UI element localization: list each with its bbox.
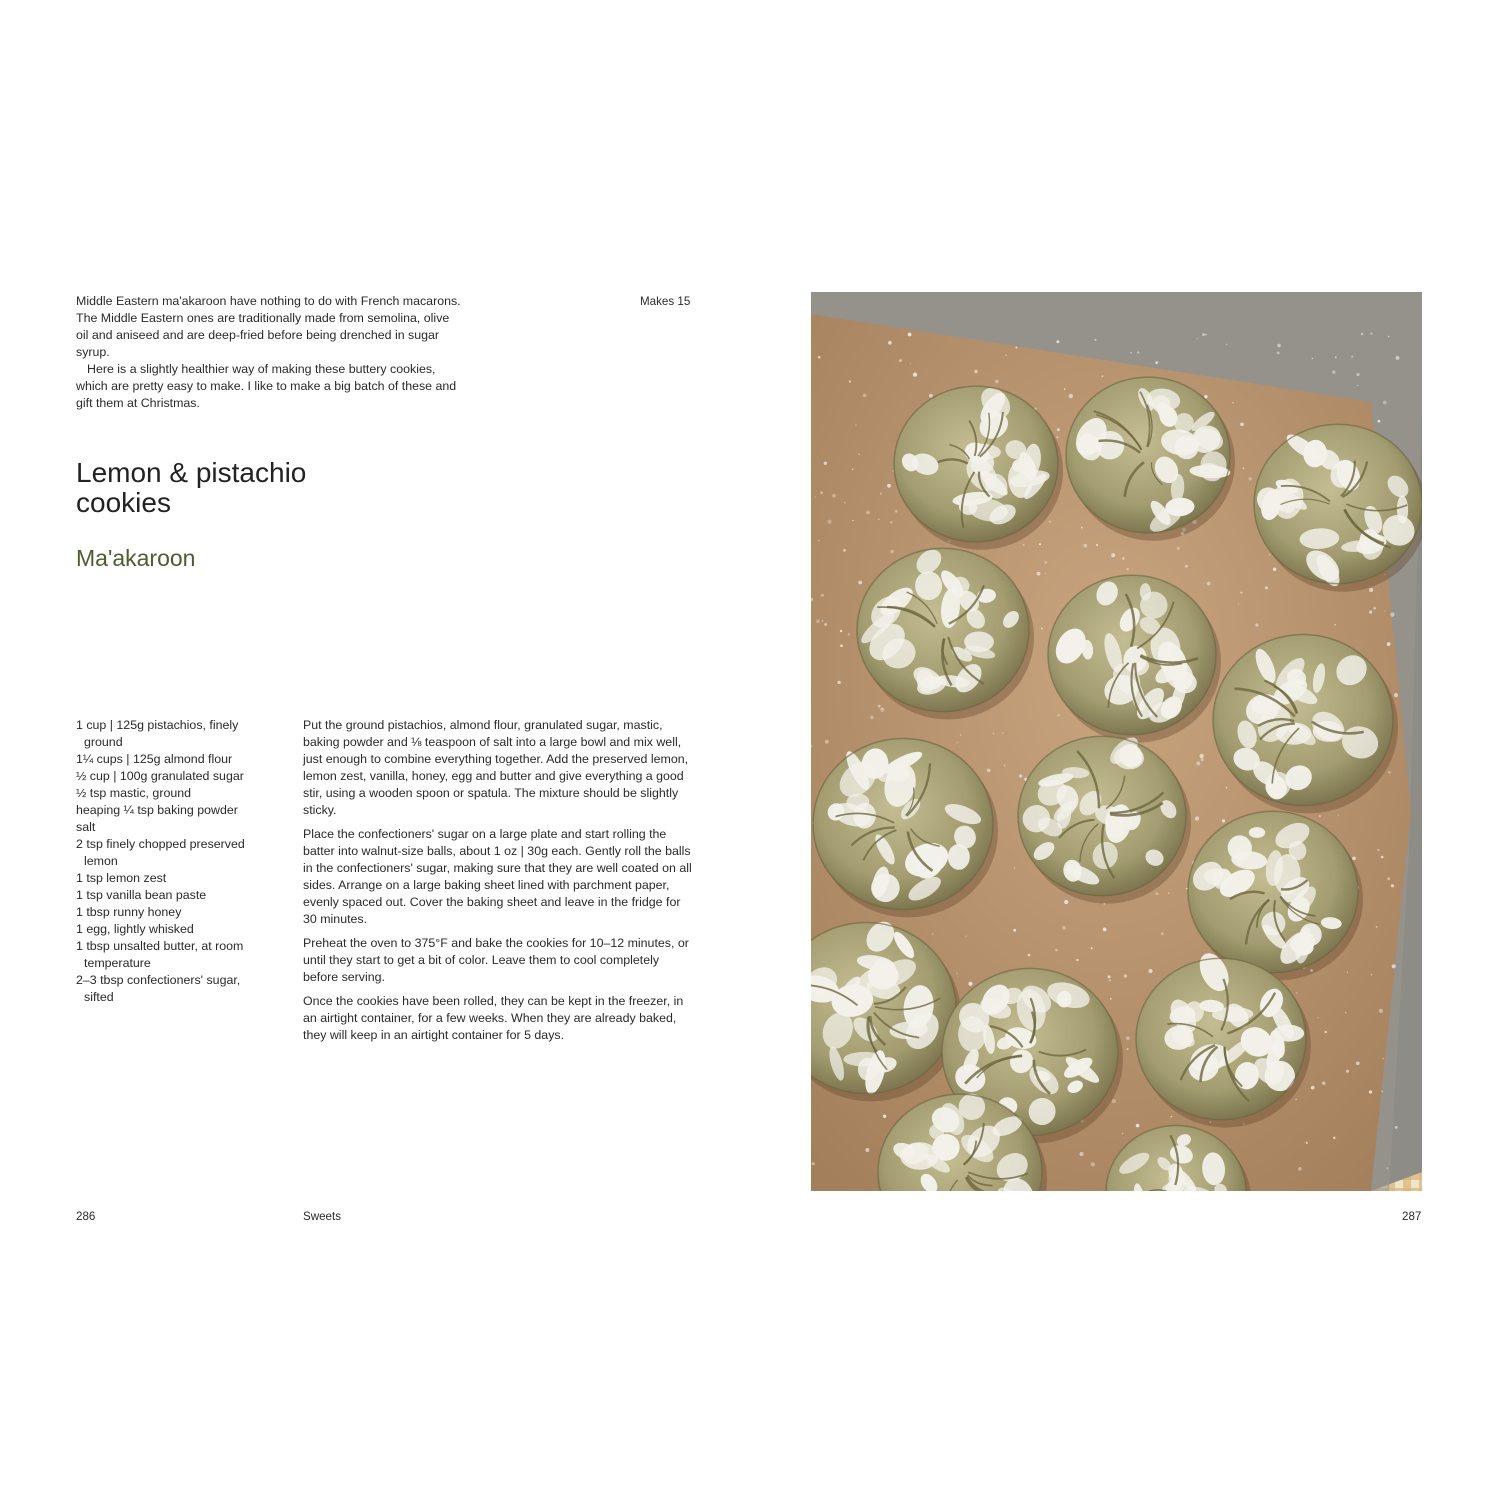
sugar-speck [932,933,934,935]
sugar-speck [1083,544,1087,548]
sugar-speck [965,936,966,937]
sugar-speck [1058,714,1060,716]
sugar-speck [1201,758,1204,761]
sugar-speck [1357,385,1358,386]
sugar-speck [1004,765,1005,766]
method-step: Place the confectioners' sugar on a large plate and start rolling the batter into walnut-size balls, about 1 oz | 30g each. Gently roll the balls in the confectioners' sugar, making sure that they are well coated on all sides. Arrange on a large baking sheet lined with parchment paper, evenly spaced out. Cover the baking sheet and leave in the fridge for 30 minutes. [303,827,692,926]
sugar-speck [843,549,846,552]
sugar-speck [1334,624,1336,626]
sugar-speck [1332,370,1335,373]
sugar-speck [1379,1009,1383,1013]
recipe-subtitle: Ma'akaroon [76,545,196,571]
sugar-speck [852,469,854,471]
sugar-speck [1091,947,1093,949]
ingredient-item: 1 cup | 125g pistachios, finely ground [76,718,239,749]
method-step: Preheat the oven to 375°F and bake the cookies for 10–12 minutes, or until they start to get a bit of color. Leave them to cool completely before serving. [303,936,689,984]
sugar-speck [969,982,973,986]
sugar-speck [1232,402,1233,403]
sugar-speck [1039,543,1041,545]
sugar-speck [1049,521,1051,523]
sugar-speck [1148,969,1152,973]
sugar-speck [1023,544,1025,546]
sugar-speck [818,356,821,359]
sugar-speck [1177,547,1180,550]
sugar-speck [1381,1090,1383,1092]
sugar-speck [1111,553,1115,557]
intro-paragraph: Here is a slightly healthier way of making these buttery cookies, which are pretty easy to make. I like to make a big batch of these and gift them at Christmas. [76,362,457,410]
sugar-speck [1168,892,1170,894]
sugar-speck [1378,420,1381,423]
sugar-speck [837,681,840,684]
sugar-speck [883,1115,886,1118]
sugar-speck [1387,642,1391,646]
sugar-speck [840,630,842,632]
sugar-speck [899,359,902,362]
sugar-speck [895,510,898,513]
sugar-speck [974,370,978,374]
sugar-speck [987,769,991,773]
sugar-speck [1306,1142,1308,1144]
sugar-speck [824,462,827,465]
intro-paragraph: Middle Eastern ma'akaroon have nothing to do with French macarons. The Middle Eastern ones are traditionally made from semolina, olive oil and aniseed and are deep-fried before being drenched in sugar syrup. [76,294,461,359]
sugar-speck [1396,356,1400,360]
sugar-speck [890,550,893,553]
sugar-speck [1318,1017,1319,1018]
ingredient-item: 2–3 tbsp confectioners' sugar, sifted [76,973,241,1004]
sugar-speck [957,742,958,743]
sugar-speck [1124,974,1127,977]
sugar-speck [1095,339,1097,341]
sugar-speck [913,373,917,377]
ingredient-item: ½ tsp mastic, ground [76,786,192,800]
sugar-speck [1369,610,1372,613]
sugar-speck [1388,336,1390,338]
sugar-speck [1015,347,1017,349]
sugar-speck [1370,333,1372,335]
sugar-speck [1277,344,1281,348]
sugar-speck [840,644,843,647]
sugar-speck [824,623,827,626]
ingredients-list [76,717,271,1006]
sugar-speck [1346,1070,1349,1073]
sugar-speck [1014,867,1015,868]
sugar-speck [1019,775,1022,778]
sugar-speck [1312,358,1313,359]
recipe-yield: Makes 15 [640,295,691,308]
sugar-speck [1103,928,1107,932]
sugar-speck [1345,1012,1346,1013]
method-step: Once the cookies have been rolled, they can be kept in the freezer, in an airtight container, for a few weeks. When they are already baked, they will keep in an airtight container for 5 days. [303,994,684,1042]
sugar-speck [1195,816,1199,820]
sugar-speck [1277,352,1280,355]
ingredient-item: 1¼ cups | 125g almond flour [76,752,233,766]
sugar-speck [855,424,857,426]
sugar-speck [1112,1099,1116,1103]
sugar-speck [1076,959,1078,961]
sugar-speck [960,734,961,735]
sugar-speck [1376,926,1378,928]
ingredient-item: salt [76,820,96,834]
sugar-speck [812,1162,815,1165]
sugar-speck [1335,356,1337,358]
sugar-speck [1161,932,1164,935]
sugar-speck [1394,693,1398,697]
sugar-speck [929,394,933,398]
ingredient-item: ½ cup | 100g granulated sugar [76,769,244,783]
sugar-speck [1197,338,1198,339]
sugar-speck [1205,334,1207,336]
sugar-speck [858,454,860,456]
sugar-speck [1102,375,1104,377]
sugar-speck [1005,355,1006,356]
recipe-intro [76,293,461,412]
sugar-speck [1243,467,1245,469]
sugar-speck [1037,572,1041,576]
sugar-speck [1122,1133,1123,1134]
sugar-speck [878,518,880,520]
sugar-speck [1391,884,1394,887]
sugar-speck [1185,565,1188,568]
sugar-speck [1171,1116,1173,1118]
sugar-speck [832,494,836,498]
sugar-speck [866,511,870,515]
sugar-speck [1249,477,1252,480]
sugar-speck [822,620,824,622]
sugar-speck [910,363,911,364]
sugar-speck [863,394,867,398]
sugar-speck [1296,992,1297,993]
sugar-speck [1064,388,1066,390]
sugar-speck [1255,623,1258,626]
cookie-photo [811,292,1422,1191]
sugar-speck [1322,1082,1325,1085]
sugar-speck [1352,857,1356,861]
sugar-speck [1371,974,1373,976]
sugar-speck [1127,1048,1129,1050]
sugar-speck [880,492,882,494]
sugar-speck [1311,1086,1315,1090]
sugar-speck [1155,361,1158,364]
sugar-speck [1240,423,1244,427]
sugar-speck [852,520,854,522]
sugar-speck [1325,1031,1327,1033]
sugar-speck [1387,877,1390,880]
sugar-speck [1081,527,1083,529]
sugar-speck [1392,964,1396,968]
ingredient-item: 1 egg, lightly whisked [76,922,194,936]
sugar-speck [1045,573,1046,574]
sugar-speck [1395,1126,1398,1129]
sugar-speck [818,540,820,542]
sugar-speck [1295,1099,1297,1101]
sugar-speck [1080,1152,1084,1156]
sugar-speck [870,716,874,720]
sugar-speck [827,520,831,524]
ingredient-item: 2 tsp finely chopped preserved lemon [76,837,245,868]
sugar-speck [1356,373,1359,376]
sugar-speck [1064,900,1068,904]
sugar-speck [1127,568,1129,570]
sugar-speck [880,708,884,712]
sugar-speck [1388,771,1390,773]
sugar-speck [1055,949,1058,952]
sugar-speck [888,341,892,345]
sugar-speck [825,740,829,744]
sugar-speck [1338,815,1339,816]
method-steps [303,717,693,1051]
sugar-speck [821,594,824,597]
sugar-speck [1382,1058,1383,1059]
sugar-speck [1369,1090,1372,1093]
sugar-speck [1096,544,1098,546]
sugar-speck [1056,340,1059,343]
sugar-speck [1226,787,1228,789]
sugar-speck [1122,557,1125,560]
cookie-photo-illustration [811,292,1422,1191]
sugar-speck [858,581,862,585]
sugar-speck [1238,603,1239,604]
recipe-title: Lemon & pistachio cookies [76,457,307,518]
sugar-speck [1356,1062,1360,1066]
sugar-speck [1351,355,1353,357]
sugar-speck [1130,352,1132,354]
sugar-speck [1108,975,1111,978]
sugar-speck [1381,856,1384,859]
sugar-speck [844,502,846,504]
section-name: Sweets [303,1210,342,1223]
sugar-speck [1028,954,1031,957]
sugar-speck [1269,554,1271,556]
sugar-speck [1347,972,1349,974]
sugar-speck [1373,607,1376,610]
sugar-speck [1240,592,1242,594]
sugar-speck [1002,732,1004,734]
sugar-speck [1110,998,1112,1000]
sugar-speck [1377,849,1379,851]
sugar-speck [1202,333,1205,336]
method-step: Put the ground pistachios, almond flour, granulated sugar, mastic, baking powder and ⅛ teaspoon of salt into a large bowl and mix well, just enough to combine everything together. Add the preserved lemon, lemon zest, vanilla, honey, egg and butter and give everything a good stir, using a wooden spoon or spatula. The mixture should be slightly sticky. [303,718,689,817]
sugar-speck [1390,613,1394,617]
ingredient-item: 1 tsp lemon zest [76,871,167,885]
sugar-speck [1091,1162,1095,1166]
sugar-speck [993,732,995,734]
sugar-speck [995,380,998,383]
sugar-speck [1207,582,1211,586]
sugar-speck [1013,929,1016,932]
sugar-speck [890,521,893,524]
sugar-speck [956,973,958,975]
ingredient-item: 1 tbsp unsalted butter, at room temperature [76,939,244,970]
sugar-speck [1044,561,1047,564]
page-number-left: 286 [76,1210,96,1223]
sugar-speck [1062,926,1066,930]
sugar-speck [816,620,819,623]
sugar-speck [878,705,881,708]
sugar-speck [848,633,850,635]
sugar-speck [1200,754,1204,758]
sugar-speck [1319,815,1321,817]
sugar-speck [1041,627,1043,629]
sugar-speck [908,333,912,337]
ingredient-item: heaping ¼ tsp baking powder [76,803,238,817]
sugar-speck [1222,819,1225,822]
sugar-speck [1057,428,1060,431]
sugar-speck [815,496,816,497]
sugar-speck [1298,1167,1302,1171]
sugar-speck [1384,611,1385,612]
sugar-speck [1265,586,1268,589]
sugar-speck [1196,762,1200,766]
sugar-speck [1137,351,1139,353]
sugar-speck [1369,588,1373,592]
sugar-speck [1136,1124,1140,1128]
sugar-speck [1056,436,1058,438]
sugar-speck [1156,892,1159,895]
sugar-speck [820,491,823,494]
sugar-speck [1109,979,1111,981]
ingredient-item: 1 tsp vanilla bean paste [76,888,207,902]
sugar-speck [1387,1167,1389,1169]
sugar-speck [1361,333,1364,336]
sugar-speck [1383,401,1387,405]
sugar-speck [1069,394,1073,398]
sugar-speck [887,484,891,488]
sugar-speck [1333,1137,1335,1139]
page-number-right: 287 [1402,1210,1422,1223]
sugar-speck [865,1148,869,1152]
sugar-speck [1126,1036,1130,1040]
ingredient-item: 1 tbsp runny honey [76,905,182,919]
sugar-speck [849,380,851,382]
sugar-speck [1273,568,1276,571]
sugar-speck [1226,344,1228,346]
